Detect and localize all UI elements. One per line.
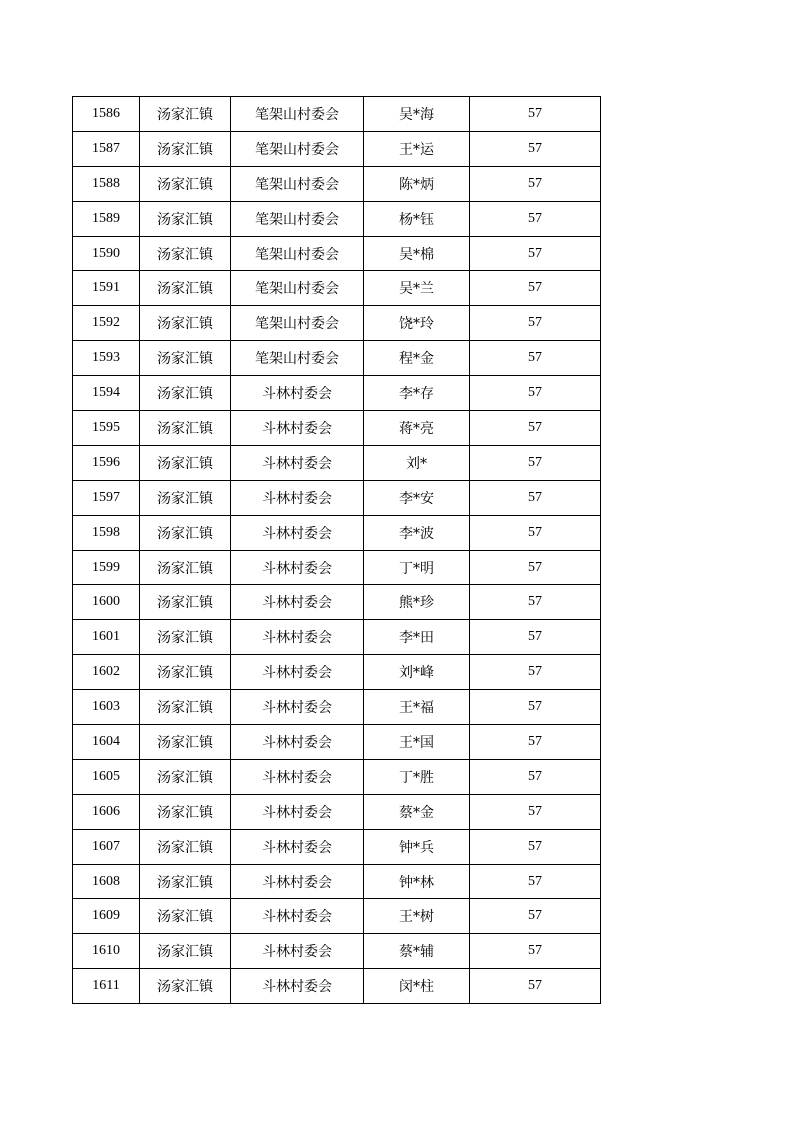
town-cell: 汤家汇镇 xyxy=(140,480,231,515)
amount-cell: 57 xyxy=(470,445,601,480)
town-cell: 汤家汇镇 xyxy=(140,166,231,201)
village-committee-cell: 笔架山村委会 xyxy=(231,131,364,166)
village-committee-cell: 斗林村委会 xyxy=(231,864,364,899)
serial-number-cell: 1590 xyxy=(73,236,140,271)
table-row xyxy=(73,759,601,794)
person-name-cell: 李*田 xyxy=(364,620,470,655)
person-name-cell: 王*运 xyxy=(364,131,470,166)
town-cell: 汤家汇镇 xyxy=(140,376,231,411)
table-row xyxy=(73,690,601,725)
person-name-cell: 蒋*亮 xyxy=(364,411,470,446)
village-committee-cell: 斗林村委会 xyxy=(231,829,364,864)
serial-number-cell: 1586 xyxy=(73,97,140,132)
village-committee-cell: 斗林村委会 xyxy=(231,480,364,515)
town-cell: 汤家汇镇 xyxy=(140,131,231,166)
serial-number-cell: 1606 xyxy=(73,794,140,829)
village-committee-cell: 斗林村委会 xyxy=(231,411,364,446)
roster-table-body xyxy=(73,97,601,1004)
amount-cell: 57 xyxy=(470,236,601,271)
table-row xyxy=(73,236,601,271)
person-name-cell: 熊*珍 xyxy=(364,585,470,620)
table-row xyxy=(73,480,601,515)
table-row xyxy=(73,725,601,760)
table-row xyxy=(73,969,601,1004)
amount-cell: 57 xyxy=(470,376,601,411)
village-committee-cell: 笔架山村委会 xyxy=(231,341,364,376)
serial-number-cell: 1589 xyxy=(73,201,140,236)
village-committee-cell: 斗林村委会 xyxy=(231,899,364,934)
amount-cell: 57 xyxy=(470,725,601,760)
serial-number-cell: 1595 xyxy=(73,411,140,446)
table-row xyxy=(73,131,601,166)
village-committee-cell: 斗林村委会 xyxy=(231,690,364,725)
serial-number-cell: 1611 xyxy=(73,969,140,1004)
town-cell: 汤家汇镇 xyxy=(140,515,231,550)
person-name-cell: 刘*峰 xyxy=(364,655,470,690)
serial-number-cell: 1594 xyxy=(73,376,140,411)
village-committee-cell: 斗林村委会 xyxy=(231,585,364,620)
village-committee-cell: 笔架山村委会 xyxy=(231,166,364,201)
table-row xyxy=(73,97,601,132)
village-committee-cell: 斗林村委会 xyxy=(231,759,364,794)
table-row xyxy=(73,550,601,585)
person-name-cell: 蔡*辅 xyxy=(364,934,470,969)
village-committee-cell: 斗林村委会 xyxy=(231,969,364,1004)
amount-cell: 57 xyxy=(470,655,601,690)
serial-number-cell: 1605 xyxy=(73,759,140,794)
town-cell: 汤家汇镇 xyxy=(140,794,231,829)
amount-cell: 57 xyxy=(470,131,601,166)
person-name-cell: 陈*炳 xyxy=(364,166,470,201)
person-name-cell: 丁*明 xyxy=(364,550,470,585)
town-cell: 汤家汇镇 xyxy=(140,201,231,236)
village-committee-cell: 笔架山村委会 xyxy=(231,236,364,271)
table-row xyxy=(73,655,601,690)
serial-number-cell: 1601 xyxy=(73,620,140,655)
village-committee-cell: 斗林村委会 xyxy=(231,445,364,480)
village-committee-cell: 斗林村委会 xyxy=(231,794,364,829)
amount-cell: 57 xyxy=(470,480,601,515)
person-name-cell: 李*安 xyxy=(364,480,470,515)
person-name-cell: 吴*海 xyxy=(364,97,470,132)
amount-cell: 57 xyxy=(470,341,601,376)
serial-number-cell: 1593 xyxy=(73,341,140,376)
town-cell: 汤家汇镇 xyxy=(140,411,231,446)
table-row xyxy=(73,515,601,550)
table-row xyxy=(73,620,601,655)
amount-cell: 57 xyxy=(470,166,601,201)
serial-number-cell: 1609 xyxy=(73,899,140,934)
table-row xyxy=(73,411,601,446)
amount-cell: 57 xyxy=(470,411,601,446)
person-name-cell: 王*国 xyxy=(364,725,470,760)
serial-number-cell: 1597 xyxy=(73,480,140,515)
serial-number-cell: 1592 xyxy=(73,306,140,341)
amount-cell: 57 xyxy=(470,794,601,829)
village-committee-cell: 笔架山村委会 xyxy=(231,271,364,306)
town-cell: 汤家汇镇 xyxy=(140,759,231,794)
person-name-cell: 王*福 xyxy=(364,690,470,725)
village-committee-cell: 笔架山村委会 xyxy=(231,97,364,132)
serial-number-cell: 1604 xyxy=(73,725,140,760)
person-name-cell: 刘* xyxy=(364,445,470,480)
serial-number-cell: 1588 xyxy=(73,166,140,201)
person-name-cell: 李*存 xyxy=(364,376,470,411)
town-cell: 汤家汇镇 xyxy=(140,620,231,655)
serial-number-cell: 1596 xyxy=(73,445,140,480)
amount-cell: 57 xyxy=(470,97,601,132)
amount-cell: 57 xyxy=(470,690,601,725)
serial-number-cell: 1598 xyxy=(73,515,140,550)
person-name-cell: 吴*兰 xyxy=(364,271,470,306)
amount-cell: 57 xyxy=(470,620,601,655)
town-cell: 汤家汇镇 xyxy=(140,341,231,376)
amount-cell: 57 xyxy=(470,550,601,585)
person-name-cell: 杨*钰 xyxy=(364,201,470,236)
town-cell: 汤家汇镇 xyxy=(140,934,231,969)
table-row xyxy=(73,864,601,899)
serial-number-cell: 1600 xyxy=(73,585,140,620)
table-row xyxy=(73,794,601,829)
serial-number-cell: 1608 xyxy=(73,864,140,899)
serial-number-cell: 1587 xyxy=(73,131,140,166)
village-committee-cell: 斗林村委会 xyxy=(231,725,364,760)
village-committee-cell: 笔架山村委会 xyxy=(231,201,364,236)
amount-cell: 57 xyxy=(470,585,601,620)
town-cell: 汤家汇镇 xyxy=(140,899,231,934)
table-row xyxy=(73,166,601,201)
table-row xyxy=(73,201,601,236)
serial-number-cell: 1591 xyxy=(73,271,140,306)
amount-cell: 57 xyxy=(470,864,601,899)
person-name-cell: 蔡*金 xyxy=(364,794,470,829)
village-committee-cell: 斗林村委会 xyxy=(231,655,364,690)
amount-cell: 57 xyxy=(470,201,601,236)
village-committee-cell: 斗林村委会 xyxy=(231,515,364,550)
person-name-cell: 程*金 xyxy=(364,341,470,376)
amount-cell: 57 xyxy=(470,515,601,550)
person-name-cell: 闵*柱 xyxy=(364,969,470,1004)
town-cell: 汤家汇镇 xyxy=(140,445,231,480)
town-cell: 汤家汇镇 xyxy=(140,306,231,341)
amount-cell: 57 xyxy=(470,759,601,794)
table-row xyxy=(73,934,601,969)
town-cell: 汤家汇镇 xyxy=(140,864,231,899)
amount-cell: 57 xyxy=(470,899,601,934)
amount-cell: 57 xyxy=(470,934,601,969)
amount-cell: 57 xyxy=(470,306,601,341)
table-row xyxy=(73,271,601,306)
roster-table xyxy=(72,96,601,1004)
serial-number-cell: 1602 xyxy=(73,655,140,690)
table-row xyxy=(73,445,601,480)
town-cell: 汤家汇镇 xyxy=(140,550,231,585)
town-cell: 汤家汇镇 xyxy=(140,271,231,306)
table-row xyxy=(73,376,601,411)
town-cell: 汤家汇镇 xyxy=(140,97,231,132)
table-row xyxy=(73,829,601,864)
serial-number-cell: 1607 xyxy=(73,829,140,864)
village-committee-cell: 斗林村委会 xyxy=(231,376,364,411)
person-name-cell: 钟*林 xyxy=(364,864,470,899)
table-row xyxy=(73,899,601,934)
person-name-cell: 丁*胜 xyxy=(364,759,470,794)
person-name-cell: 饶*玲 xyxy=(364,306,470,341)
town-cell: 汤家汇镇 xyxy=(140,829,231,864)
person-name-cell: 吴*棉 xyxy=(364,236,470,271)
table-row xyxy=(73,585,601,620)
table-row xyxy=(73,306,601,341)
serial-number-cell: 1610 xyxy=(73,934,140,969)
village-committee-cell: 斗林村委会 xyxy=(231,620,364,655)
amount-cell: 57 xyxy=(470,271,601,306)
town-cell: 汤家汇镇 xyxy=(140,690,231,725)
town-cell: 汤家汇镇 xyxy=(140,655,231,690)
town-cell: 汤家汇镇 xyxy=(140,725,231,760)
town-cell: 汤家汇镇 xyxy=(140,969,231,1004)
serial-number-cell: 1603 xyxy=(73,690,140,725)
person-name-cell: 王*树 xyxy=(364,899,470,934)
town-cell: 汤家汇镇 xyxy=(140,585,231,620)
amount-cell: 57 xyxy=(470,829,601,864)
person-name-cell: 钟*兵 xyxy=(364,829,470,864)
village-committee-cell: 笔架山村委会 xyxy=(231,306,364,341)
amount-cell: 57 xyxy=(470,969,601,1004)
village-committee-cell: 斗林村委会 xyxy=(231,550,364,585)
person-name-cell: 李*波 xyxy=(364,515,470,550)
serial-number-cell: 1599 xyxy=(73,550,140,585)
village-committee-cell: 斗林村委会 xyxy=(231,934,364,969)
town-cell: 汤家汇镇 xyxy=(140,236,231,271)
table-row xyxy=(73,341,601,376)
